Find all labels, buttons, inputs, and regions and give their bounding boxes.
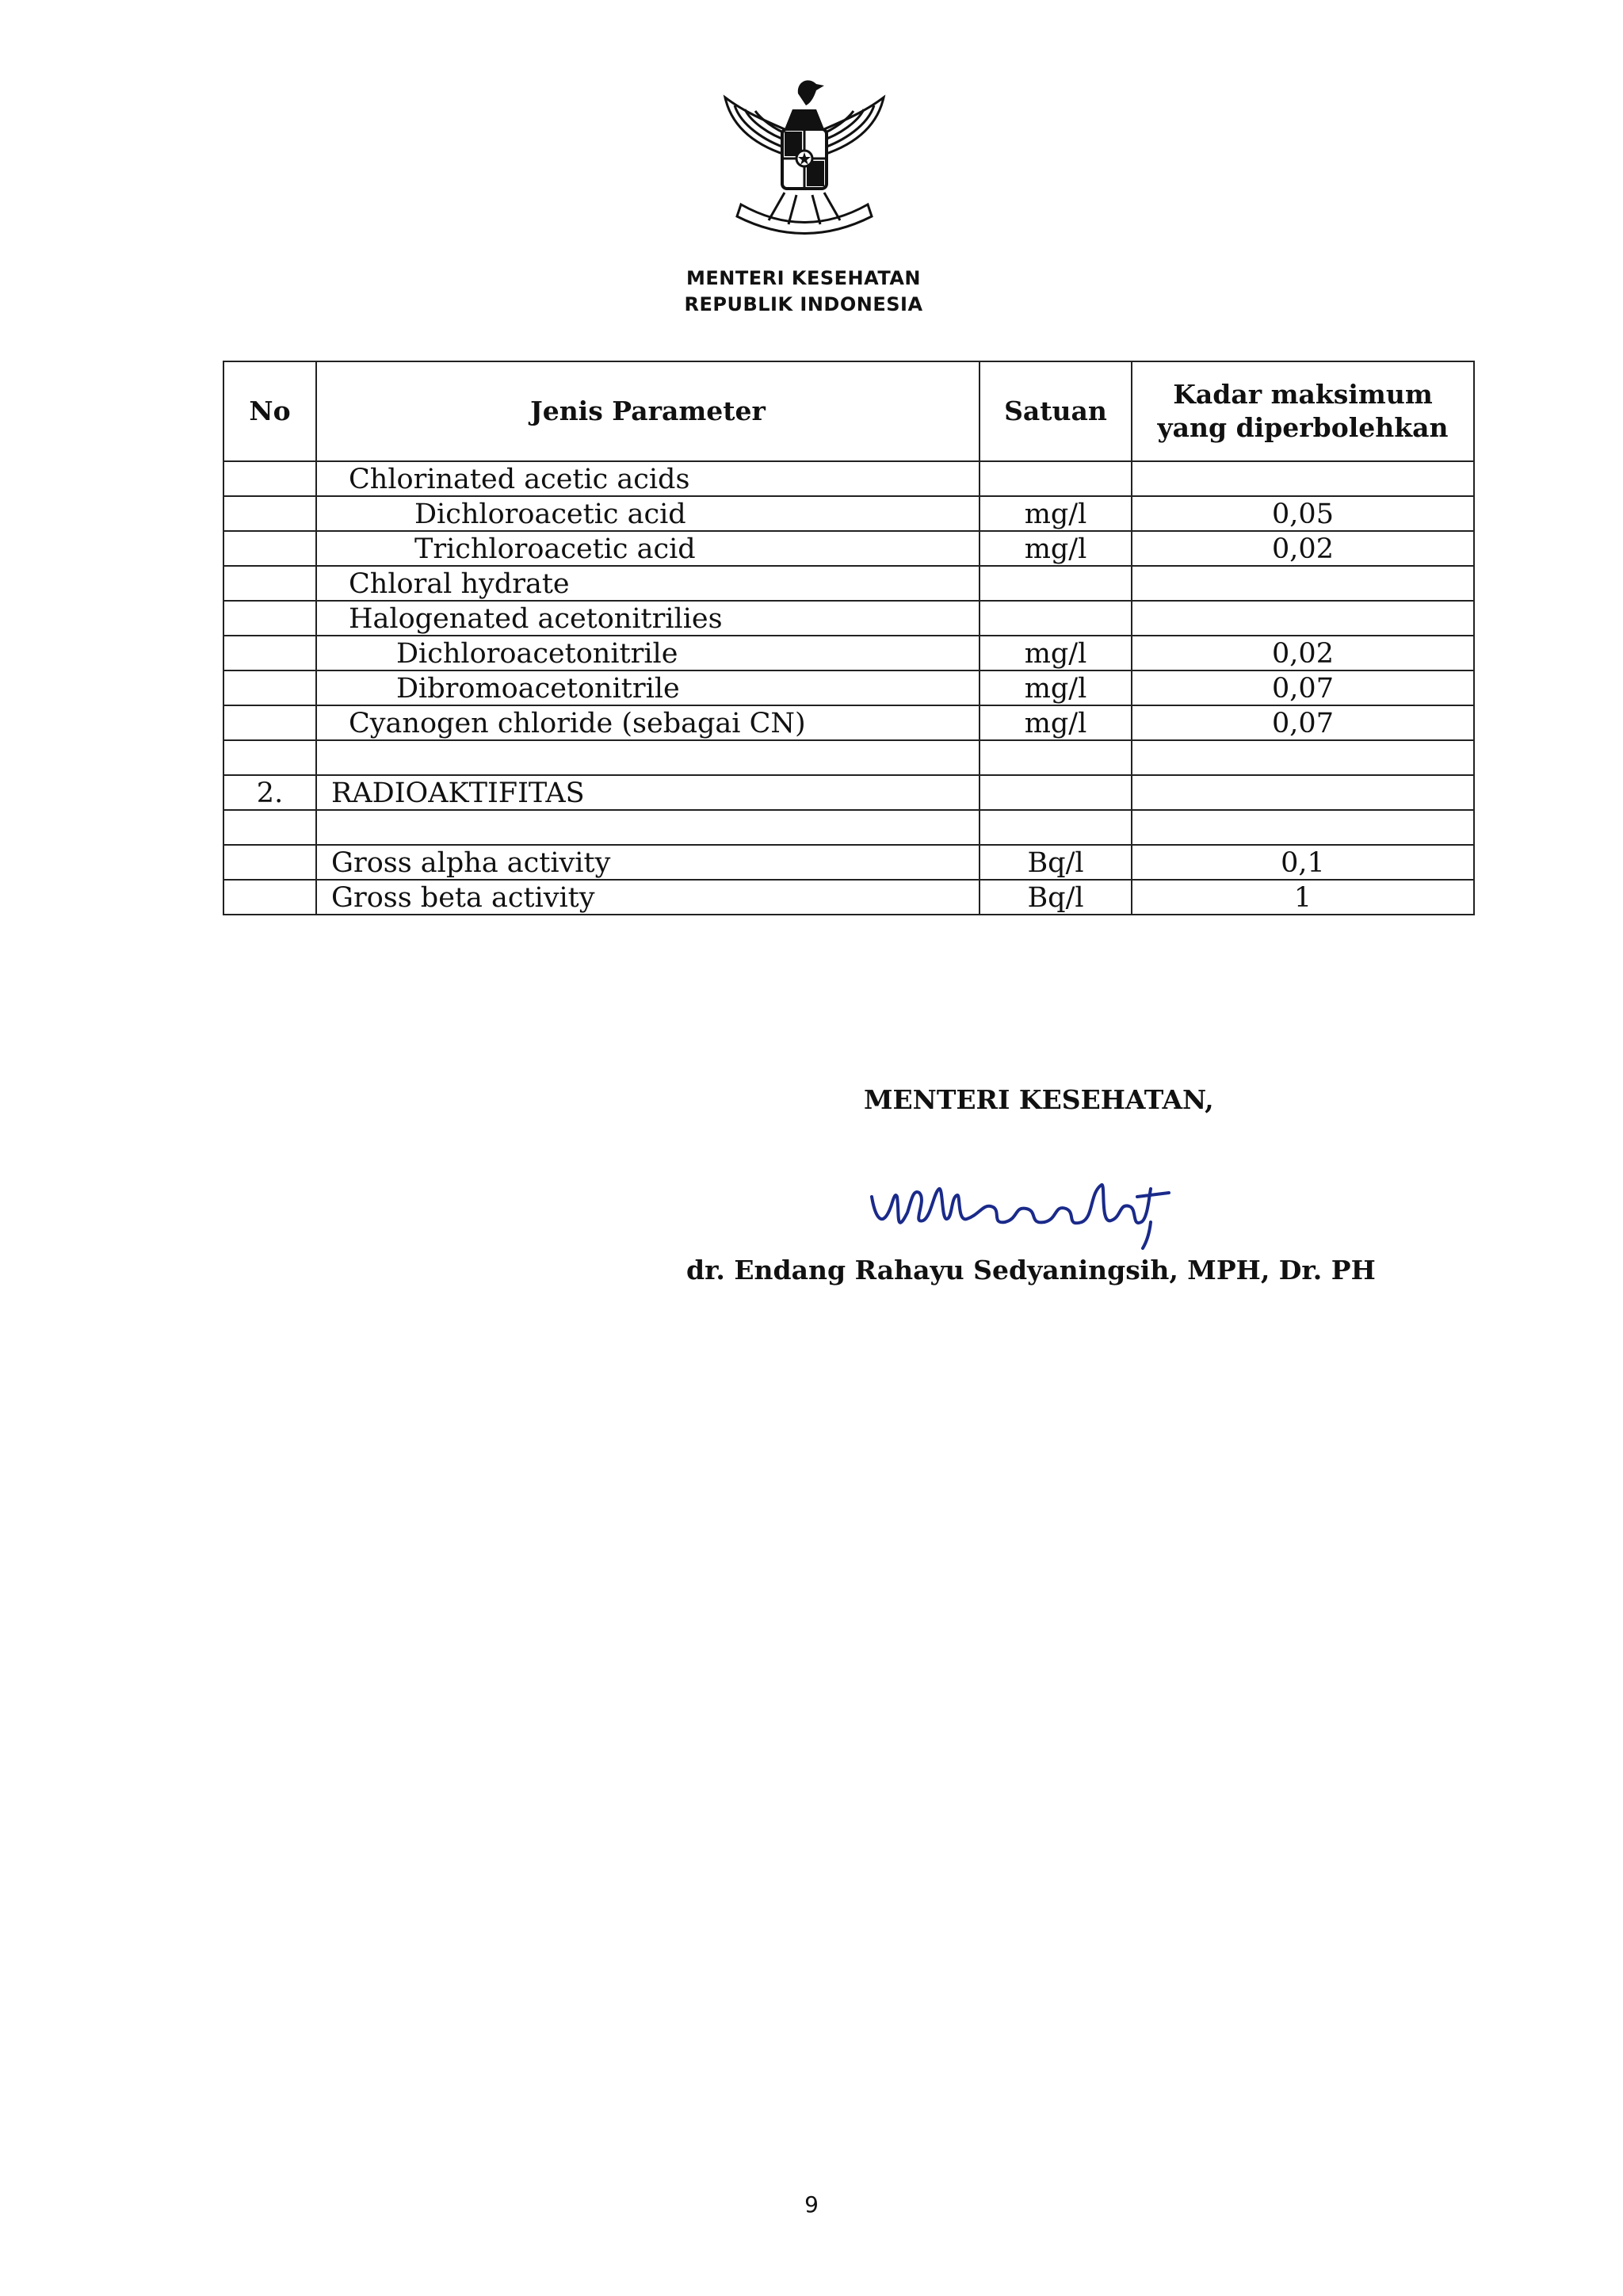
cell-no — [223, 810, 316, 845]
cell-unit: Bq/l — [980, 880, 1132, 915]
cell-no — [223, 496, 316, 531]
cell-param: RADIOAKTIFITAS — [316, 775, 980, 810]
cell-value: 0,05 — [1132, 496, 1474, 531]
cell-value — [1132, 601, 1474, 636]
cell-value — [1132, 775, 1474, 810]
table-row — [223, 775, 1474, 810]
header-max — [1132, 361, 1474, 461]
cell-param: Cyanogen chloride (sebagai CN) — [316, 705, 980, 740]
cell-value: 0,02 — [1132, 636, 1474, 670]
cell-no — [223, 636, 316, 670]
header-max-line2: yang diperbolehkan — [1157, 412, 1449, 443]
cell-value: 0,07 — [1132, 705, 1474, 740]
cell-no — [223, 461, 316, 496]
cell-no — [223, 601, 316, 636]
cell-param: Gross beta activity — [316, 880, 980, 915]
cell-value: 0,1 — [1132, 845, 1474, 880]
cell-unit — [980, 566, 1132, 601]
page-number: 9 — [804, 2191, 819, 2218]
cell-unit — [980, 601, 1132, 636]
table-row — [223, 461, 1474, 496]
cell-value — [1132, 810, 1474, 845]
cell-unit: mg/l — [980, 670, 1132, 705]
table-row — [223, 740, 1474, 775]
cell-no — [223, 845, 316, 880]
cell-unit: Bq/l — [980, 845, 1132, 880]
table-row — [223, 670, 1474, 705]
cell-unit — [980, 810, 1132, 845]
letterhead-line1: MENTERI KESEHATAN — [685, 267, 922, 289]
signoff-title: MENTERI KESEHATAN, — [864, 1084, 1214, 1115]
letterhead — [0, 266, 1623, 318]
cell-no — [223, 531, 316, 566]
cell-unit: mg/l — [980, 496, 1132, 531]
cell-unit: mg/l — [980, 636, 1132, 670]
cell-unit — [980, 740, 1132, 775]
table-row — [223, 845, 1474, 880]
cell-no — [223, 705, 316, 740]
signer-name: dr. Endang Rahayu Sedyaningsih, MPH, Dr. PH — [686, 1255, 1376, 1286]
cell-value — [1132, 461, 1474, 496]
cell-value: 0,07 — [1132, 670, 1474, 705]
cell-param: Chlorinated acetic acids — [316, 461, 980, 496]
header-param: Jenis Parameter — [316, 361, 980, 461]
header-max-line1: Kadar maksimum — [1173, 379, 1433, 410]
cell-unit — [980, 461, 1132, 496]
table-row — [223, 566, 1474, 601]
table-row — [223, 705, 1474, 740]
cell-param — [316, 810, 980, 845]
cell-no — [223, 880, 316, 915]
cell-no — [223, 670, 316, 705]
cell-param — [316, 740, 980, 775]
cell-unit — [980, 775, 1132, 810]
cell-no — [223, 740, 316, 775]
cell-value: 0,02 — [1132, 531, 1474, 566]
table-row — [223, 601, 1474, 636]
letterhead-line2: REPUBLIK INDONESIA — [684, 293, 923, 315]
header-unit: Satuan — [980, 361, 1132, 461]
garuda-emblem-icon — [709, 62, 899, 244]
cell-param: Dichloroacetonitrile — [316, 636, 980, 670]
table-row — [223, 531, 1474, 566]
cell-unit: mg/l — [980, 531, 1132, 566]
cell-param: Halogenated acetonitrilies — [316, 601, 980, 636]
cell-no — [223, 566, 316, 601]
cell-no: 2. — [223, 775, 316, 810]
cell-value — [1132, 566, 1474, 601]
parameter-table — [223, 361, 1475, 915]
cell-param: Gross alpha activity — [316, 845, 980, 880]
header-no: No — [223, 361, 316, 461]
cell-unit: mg/l — [980, 705, 1132, 740]
table-row — [223, 496, 1474, 531]
table-header-row — [223, 361, 1474, 461]
table-row — [223, 636, 1474, 670]
cell-param: Trichloroacetic acid — [316, 531, 980, 566]
table-row — [223, 810, 1474, 845]
cell-value — [1132, 740, 1474, 775]
cell-param: Dichloroacetic acid — [316, 496, 980, 531]
handwritten-signature — [864, 1165, 1181, 1252]
cell-param: Chloral hydrate — [316, 566, 980, 601]
cell-param: Dibromoacetonitrile — [316, 670, 980, 705]
table-row — [223, 880, 1474, 915]
cell-value: 1 — [1132, 880, 1474, 915]
